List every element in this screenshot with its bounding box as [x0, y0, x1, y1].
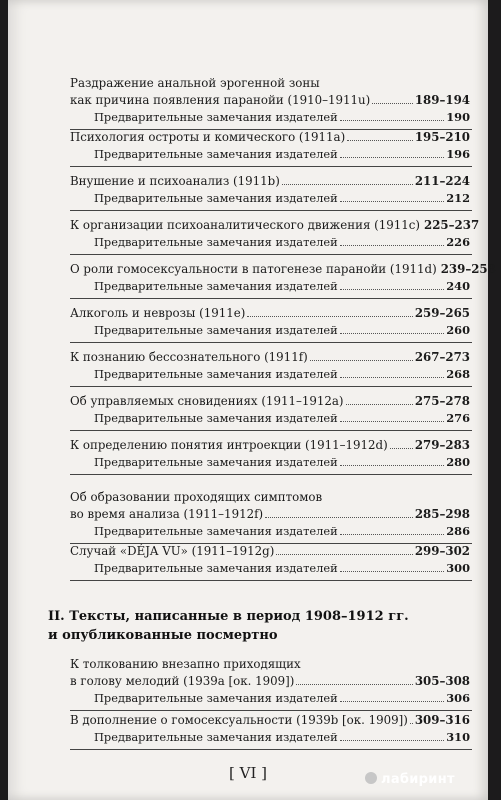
- toc-subentry: [70, 323, 470, 340]
- toc-pages: 267–273: [414, 350, 470, 364]
- toc-title: К толкованию внезапно приходящих: [70, 657, 301, 671]
- entry-divider: [70, 474, 472, 475]
- dot-leader: [340, 157, 445, 158]
- subentry-title: Предварительные замечания издателей: [94, 147, 338, 161]
- page-number: [ VI ]: [229, 764, 267, 782]
- toc-title-line: [70, 76, 470, 93]
- toc-title: Об управляемых сновидениях (1911–1912a): [70, 394, 344, 408]
- toc-pages: 285–298: [414, 507, 470, 521]
- toc-entry: [70, 130, 470, 164]
- toc-title: Психология остроты и комического (1911a): [70, 130, 346, 144]
- book-page: [8, 0, 496, 800]
- toc-subentry: [70, 411, 470, 428]
- subentry-title: Предварительные замечания издателей: [94, 323, 338, 337]
- toc-subentry: [70, 147, 470, 164]
- subentry-page: 310: [446, 730, 470, 744]
- labirint-logo-icon: [365, 772, 377, 784]
- dot-leader: [340, 571, 445, 572]
- toc-pages: 195–210: [414, 130, 470, 144]
- subentry-title: Предварительные замечания издателей: [94, 191, 338, 205]
- toc-entry: [70, 438, 470, 472]
- dot-leader: [276, 554, 413, 555]
- toc-title-line: [70, 544, 470, 561]
- toc-pages: 309–316: [414, 713, 470, 727]
- toc-subentry: [70, 367, 470, 384]
- section-heading-line-2: и опубликованные посмертно: [48, 628, 278, 643]
- toc-title-line: [70, 657, 470, 674]
- dot-leader: [390, 448, 413, 449]
- toc-title-line: [70, 713, 470, 730]
- toc-title-line: [70, 507, 470, 524]
- dot-leader: [340, 465, 445, 466]
- toc-title-line: [70, 350, 470, 367]
- dot-leader: [340, 421, 445, 422]
- dot-leader: [340, 534, 445, 535]
- subentry-title: Предварительные замечания издателей: [94, 411, 338, 425]
- toc-title-line: [70, 394, 470, 411]
- toc-subentry: [70, 455, 470, 472]
- toc-title: К познанию бессознательного (1911f): [70, 350, 308, 364]
- entry-divider: [70, 342, 472, 343]
- toc-entry: [70, 350, 470, 384]
- toc-title-line: [70, 130, 470, 147]
- toc-pages: 259–265: [414, 306, 470, 320]
- entry-divider: [70, 710, 472, 711]
- dot-leader: [340, 245, 445, 246]
- subentry-page: 260: [446, 323, 470, 337]
- toc-entry: [70, 262, 496, 296]
- toc-title-line: [70, 262, 496, 279]
- toc-entry: [70, 713, 470, 747]
- subentry-title: Предварительные замечания издателей: [94, 279, 338, 293]
- toc-entry: [70, 490, 470, 541]
- toc-entry: [70, 76, 470, 127]
- toc-title-line: [70, 674, 470, 691]
- toc-pages: 299–302: [414, 544, 470, 558]
- toc-pages: 239–258: [440, 262, 496, 276]
- subentry-page: 300: [446, 561, 470, 575]
- toc-title-line: [70, 306, 470, 323]
- section-heading: [48, 607, 478, 645]
- toc-entry: [70, 218, 480, 252]
- toc-subentry: [70, 691, 470, 708]
- dot-leader: [340, 120, 445, 121]
- subentry-title: Предварительные замечания издателей: [94, 561, 338, 575]
- toc-subentry: [70, 191, 470, 208]
- subentry-title: Предварительные замечания издателей: [94, 730, 338, 744]
- entry-divider: [70, 749, 472, 750]
- dot-leader: [410, 723, 413, 724]
- dot-leader: [340, 377, 445, 378]
- toc-pages: 305–308: [414, 674, 470, 688]
- subentry-title: Предварительные замечания издателей: [94, 524, 338, 538]
- toc-title: К определению понятия интроекции (1911–1912d): [70, 438, 388, 452]
- subentry-page: 212: [446, 191, 470, 205]
- subentry-title: Предварительные замечания издателей: [94, 235, 338, 249]
- subentry-page: 276: [446, 411, 470, 425]
- toc-entry: [70, 174, 470, 208]
- toc-title: К организации психоаналитического движения (1911c): [70, 218, 421, 232]
- subentry-page: 280: [446, 455, 470, 469]
- dot-leader: [346, 404, 413, 405]
- watermark-text: лабиринт: [381, 772, 455, 787]
- dot-leader: [282, 184, 413, 185]
- toc-pages: 275–278: [414, 394, 470, 408]
- dot-leader: [340, 740, 445, 741]
- subentry-page: 268: [446, 367, 470, 381]
- toc-title: Об образовании проходящих симптомов: [70, 490, 323, 504]
- toc-pages: 189–194: [414, 93, 470, 107]
- toc-title: Раздражение анальной эрогенной зоны: [70, 76, 320, 90]
- subentry-title: Предварительные замечания издателей: [94, 367, 338, 381]
- entry-divider: [70, 580, 472, 581]
- toc-entry: [70, 657, 470, 708]
- toc-title: Алкоголь и неврозы (1911e): [70, 306, 246, 320]
- dot-leader: [247, 316, 412, 317]
- toc-subentry: [70, 110, 470, 127]
- toc-title: Внушение и психоанализ (1911b): [70, 174, 280, 188]
- dot-leader: [340, 289, 445, 290]
- dot-leader: [265, 517, 413, 518]
- section-heading-line-1: II. Тексты, написанные в период 1908–1912 гг.: [48, 609, 409, 624]
- toc-title-line: [70, 93, 470, 110]
- entry-divider: [70, 298, 472, 299]
- entry-divider: [70, 210, 472, 211]
- toc-subentry: [70, 561, 470, 578]
- subentry-page: 286: [446, 524, 470, 538]
- toc-title: в голову мелодий (1939a [ок. 1909]): [70, 674, 295, 688]
- toc-title: во время анализа (1911–1912f): [70, 507, 264, 521]
- subentry-title: Предварительные замечания издателей: [94, 110, 338, 124]
- entry-divider: [70, 386, 472, 387]
- subentry-page: 196: [446, 147, 470, 161]
- toc-entry: [70, 306, 470, 340]
- dot-leader: [296, 684, 413, 685]
- subentry-page: 306: [446, 691, 470, 705]
- toc-title: О роли гомосексуальности в патогенезе паранойи (1911d): [70, 262, 437, 276]
- toc-title: В дополнение о гомосексуальности (1939b [ок. 1909]): [70, 713, 408, 727]
- toc-pages: 211–224: [414, 174, 470, 188]
- watermark: [365, 772, 455, 787]
- toc-pages: 279–283: [414, 438, 470, 452]
- subentry-title: Предварительные замечания издателей: [94, 691, 338, 705]
- dot-leader: [347, 140, 413, 141]
- entry-divider: [70, 254, 472, 255]
- subentry-title: Предварительные замечания издателей: [94, 455, 338, 469]
- toc-title-line: [70, 218, 480, 235]
- toc-title-line: [70, 438, 470, 455]
- subentry-page: 240: [446, 279, 470, 293]
- toc-title-line: [70, 174, 470, 191]
- toc-subentry: [70, 279, 470, 296]
- toc-title: Случай «DÉJA VU» (1911–1912g): [70, 544, 275, 558]
- toc-subentry: [70, 524, 470, 541]
- entry-divider: [70, 430, 472, 431]
- toc-title: как причина появления паранойи (1910–1911u): [70, 93, 371, 107]
- toc-title-line: [70, 490, 470, 507]
- toc-subentry: [70, 235, 470, 252]
- subentry-page: 226: [446, 235, 470, 249]
- dot-leader: [372, 103, 413, 104]
- dot-leader: [340, 333, 445, 334]
- toc-entry: [70, 544, 470, 578]
- entry-divider: [70, 166, 472, 167]
- subentry-page: 190: [446, 110, 470, 124]
- toc-pages: 225–237: [424, 218, 480, 232]
- dot-leader: [310, 360, 413, 361]
- toc-entry: [70, 394, 470, 428]
- toc-subentry: [70, 730, 470, 747]
- dot-leader: [340, 201, 445, 202]
- dot-leader: [340, 701, 445, 702]
